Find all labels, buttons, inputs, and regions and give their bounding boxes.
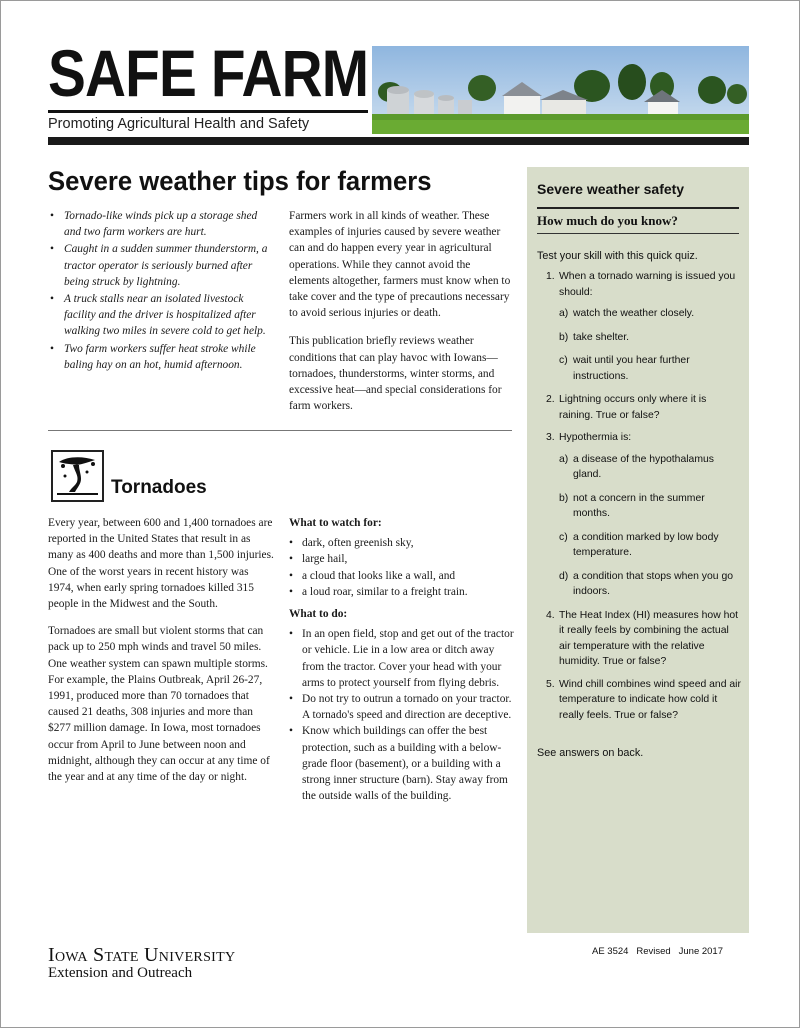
list-item: • In an open field, stop and get out of the tractor or vehicle. Lie in a low area or ditch away from the tractor. Cover your head with your arms to protect yourself from flying debris.: [289, 626, 514, 691]
question-number: 4.: [546, 609, 555, 621]
intro-examples-list: [48, 208, 273, 374]
paragraph: Every year, between 600 and 1,400 tornadoes are reported in the United States that result in as many as 400 deaths and more than 1,500 injuries. One of the worst years in recent history was 1974, when early spring tornadoes killed 315 people in the Midwest and the South.: [48, 517, 274, 611]
revised-label: Revised: [636, 946, 671, 957]
what-to-do-heading: What to do:: [289, 608, 348, 621]
question-number: 3.: [546, 432, 555, 443]
paragraph: Tornadoes are small but violent storms that can pack up to 250 mph winds and travel 50 miles. One weather system can spawn multiple storms. For example, the Plains Outbreak, April 26-27, 1991, produced more than 70 tornadoes that caused 21 deaths, 308 injuries and more than $277 million damage. In Iowa, most tornadoes occur from April to June between noon and midnight, although they can occur at any time of the year and at any time of the day or night.: [48, 625, 270, 784]
list-item: • Do not try to outrun a tornado on your tractor. A tornado's speed and direction are deceptive.: [289, 691, 514, 723]
sidebar-title: Severe weather safety: [537, 181, 685, 197]
answer-option: [559, 530, 741, 561]
list-item: • large hail,: [289, 551, 514, 567]
sidebar-rule: [537, 233, 739, 234]
option-label: a): [559, 453, 569, 465]
option-label: a): [559, 308, 569, 319]
option-text: a condition marked by low body temperature.: [573, 531, 719, 558]
extension-name: Extension and Outreach: [48, 965, 193, 981]
quiz-question: [539, 430, 741, 600]
question-text: When a tornado warning is issued you should:: [559, 271, 736, 298]
logo-tagline: Promoting Agricultural Health and Safety: [48, 116, 310, 132]
question-number: 2.: [546, 394, 555, 405]
answer-options: [559, 306, 741, 384]
what-to-do-list: [289, 626, 514, 804]
quiz-question: [539, 269, 741, 384]
university-name: Iowa State University: [48, 944, 236, 966]
answer-option: [559, 491, 741, 522]
tornadoes-body: [48, 515, 276, 796]
watch-for-list: [289, 535, 514, 600]
question-number: 1.: [546, 271, 555, 282]
option-text: a condition that stops when you go indoors.: [573, 570, 734, 597]
intro-text: [289, 208, 513, 426]
publication-date: June 2017: [678, 946, 723, 957]
list-item: • Know which buildings can offer the best protection, such as a building with a below-grade floor (basement), or a building with a strong inner structure (barn). Stay away from the outside walls of the building.: [289, 723, 514, 804]
page-title: Severe weather tips for farmers: [48, 166, 432, 196]
answer-option: [559, 353, 741, 384]
sidebar-subtitle: How much do you know?: [537, 213, 678, 228]
watch-for-heading: What to watch for:: [289, 517, 382, 529]
option-text: watch the weather closely.: [573, 308, 695, 319]
quiz-sidebar: [527, 167, 749, 933]
option-text: take shelter.: [573, 331, 630, 343]
answer-option: [559, 330, 741, 346]
question-text: Hypothermia is:: [559, 432, 632, 443]
tornadoes-guidance: [289, 515, 514, 810]
masthead-rule: [48, 137, 749, 145]
option-label: c): [559, 531, 568, 543]
paragraph: Farmers work in all kinds of weather. These examples of injuries caused by severe weather can and do happen every year in agricultural operations. While they cannot avoid the elements altogether, farmers must know when to take cover and the type of precautions necessary to avoid serious injuries or death.: [289, 210, 511, 320]
safe-farm-logo: [48, 36, 369, 136]
quiz-intro: Test your skill with this quick quiz.: [537, 250, 698, 262]
question-text: The Heat Index (HI) measures how hot it really feels by combining the actual air temperature with the relative humidity. True or false?: [559, 609, 739, 667]
option-text: not a concern in the summer months.: [573, 492, 705, 519]
list-item: • a loud roar, similar to a freight train.: [289, 584, 514, 600]
logo-rule: [48, 110, 368, 113]
question-text: Wind chill combines wind speed and air temperature to indicate how cold it really feels. True or false?: [559, 678, 741, 721]
option-text: wait until you hear further instructions.: [573, 355, 690, 382]
list-item: • a cloud that looks like a wall, and: [289, 568, 514, 584]
answers-note: See answers on back.: [537, 747, 644, 759]
quiz-list: [539, 269, 741, 730]
logo-title: SAFE FARM: [48, 36, 369, 110]
publication-info: [592, 946, 723, 957]
section-divider: [48, 430, 512, 431]
option-label: b): [559, 331, 569, 343]
list-item: • Tornado-like winds pick up a storage shed and two farm workers are hurt.: [48, 208, 273, 240]
answer-option: [559, 569, 741, 600]
tornado-icon: [51, 450, 104, 502]
answer-options: [559, 452, 741, 600]
answer-option: [559, 452, 741, 483]
quiz-question: [539, 608, 741, 670]
list-item: • A truck stalls near an isolated livestock facility and the driver is hospitalized after walking two miles in severe cold to get help.: [48, 291, 273, 340]
option-label: b): [559, 492, 569, 504]
answer-option: [559, 306, 741, 322]
list-item: • Caught in a sudden summer thunderstorm, a tractor operator is seriously burned after being struck by lightning.: [48, 241, 273, 290]
question-number: 5.: [546, 678, 555, 690]
sidebar-rule: [537, 207, 739, 209]
tornadoes-heading: Tornadoes: [111, 477, 207, 498]
farm-landscape-image: [372, 46, 749, 134]
list-item: • Two farm workers suffer heat stroke while baling hay on an hot, humid afternoon.: [48, 341, 273, 373]
list-item: • dark, often greenish sky,: [289, 535, 514, 551]
publication-number: AE 3524: [592, 946, 629, 957]
question-text: Lightning occurs only where it is raining. True or false?: [559, 394, 707, 421]
quiz-question: [539, 392, 741, 423]
paragraph: This publication briefly reviews weather conditions that can play havoc with Iowans— tornadoes, thunderstorms, winter storms, and excessive heat—and special considerations for farm workers.: [289, 335, 502, 413]
quiz-question: [539, 677, 741, 724]
option-label: c): [559, 355, 568, 366]
option-label: d): [559, 570, 569, 582]
option-text: a disease of the hypothalamus gland.: [573, 453, 714, 480]
